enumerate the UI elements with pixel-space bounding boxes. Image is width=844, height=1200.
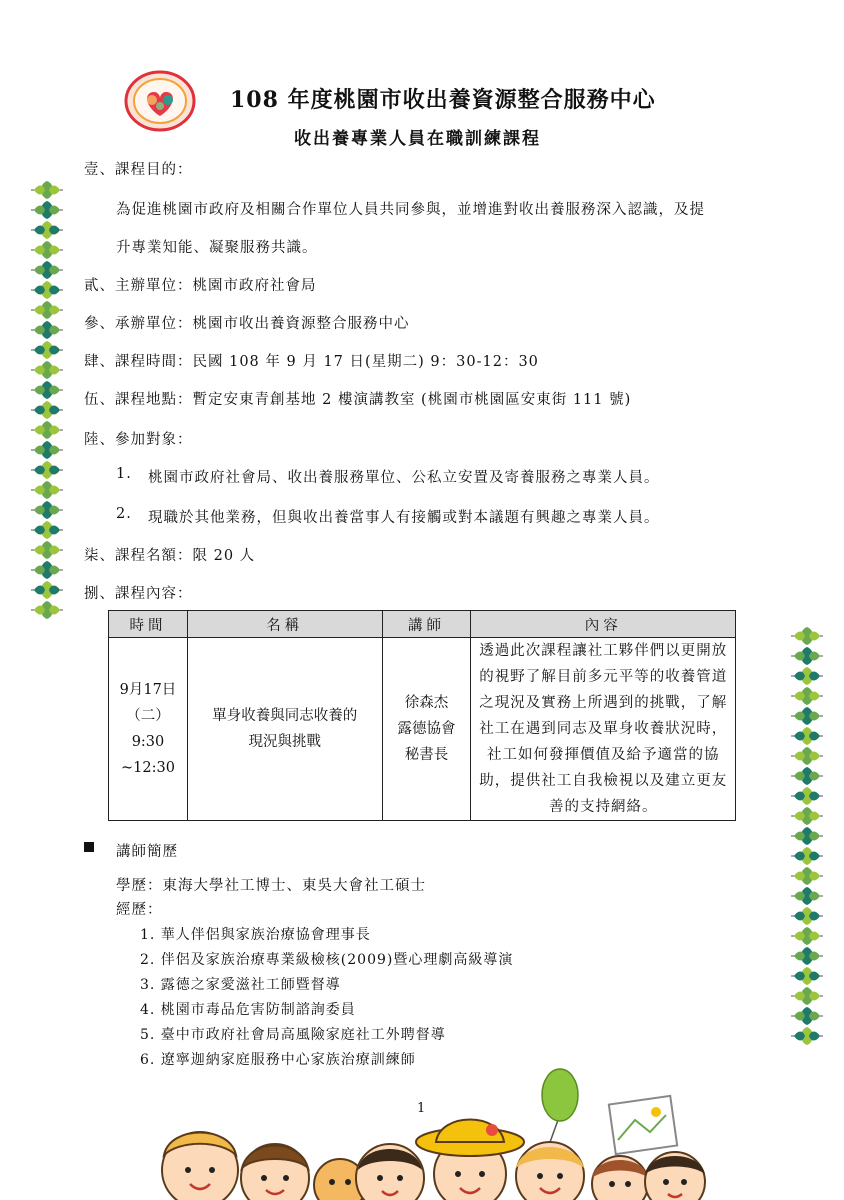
leaf-border-icon <box>790 1006 824 1026</box>
list-item: 2. 伴侶及家族治療專業級檢核(2009)暨心理劇高級導演 <box>140 952 514 968</box>
time-start: 9:30 <box>131 734 165 750</box>
list-item: 6. 遼寧迦納家庭服務中心家族治療訓練師 <box>140 1052 416 1068</box>
leaf-border-icon <box>30 180 64 200</box>
leaf-border-icon <box>790 966 824 986</box>
leaf-border-icon <box>30 460 64 480</box>
leaf-border-icon <box>30 440 64 460</box>
leaf-border-icon <box>30 420 64 440</box>
purpose-heading: 壹、課程目的： <box>84 162 193 178</box>
leaf-border-icon <box>30 500 64 520</box>
time-end: ~12:30 <box>121 760 175 776</box>
list-item: 3. 露德之家愛滋社工師暨督導 <box>140 977 341 993</box>
table-row <box>109 638 736 821</box>
lecturer-cell <box>382 638 471 821</box>
leaf-border-icon <box>30 540 64 560</box>
organizer-line: 貳、主辦單位：桃園市政府社會局 <box>84 278 317 294</box>
lecturer-profile-heading: 講師簡歷 <box>116 844 178 860</box>
lecturer-org: 露德協會 <box>397 721 456 737</box>
leaf-border-icon <box>790 626 824 646</box>
time-cell <box>109 638 188 821</box>
leaf-border-icon <box>30 320 64 340</box>
leaf-border-icon <box>30 380 64 400</box>
content-heading: 捌、課程內容： <box>84 586 193 602</box>
course-table <box>108 610 736 821</box>
table-header-content: 內容 <box>471 611 736 638</box>
education-line: 學歷：東海大學社工博士、東吳大會社工碩士 <box>116 878 426 894</box>
leaf-border-icon <box>30 400 64 420</box>
audience-item-1-number: 1. <box>116 466 132 482</box>
audience-item-2-number: 2. <box>116 506 132 522</box>
time-line: 肆、課程時間：民國 108 年 9 月 17 日(星期二) 9：30-12：30 <box>84 354 539 370</box>
leaf-border-icon <box>790 766 824 786</box>
executor-line: 參、承辦單位：桃園市收出養資源整合服務中心 <box>84 316 410 332</box>
table-header-time: 時間 <box>109 611 188 638</box>
document-subtitle: 收出養專業人員在職訓練課程 <box>294 129 541 149</box>
leaf-border-icon <box>30 260 64 280</box>
leaf-border-icon <box>790 826 824 846</box>
quota-line: 柒、課程名額：限 20 人 <box>84 548 256 564</box>
leaf-border-icon <box>30 600 64 620</box>
lecturer-title: 秘書長 <box>404 747 449 763</box>
name-cell <box>187 638 382 821</box>
table-header-row <box>109 611 736 638</box>
leaf-border-icon <box>30 480 64 500</box>
leaf-border-icon <box>790 886 824 906</box>
page-number: 1 <box>417 1101 426 1116</box>
leaf-border-icon <box>790 906 824 926</box>
leaf-border-icon <box>790 846 824 866</box>
content-cell: 透過此次課程讓社工夥伴們以更開放的視野了解目前多元平等的收養管道之現況及實務上所遇到的挑戰，了解社工在遇到同志及單身收養狀況時，社工如何發揮價值及給予適當的協助，提供社工自我檢視以及建立更友善的支持網絡。 <box>471 638 736 821</box>
leaf-border-icon <box>790 866 824 886</box>
purpose-text-line2: 升專業知能、凝聚服務共識。 <box>116 240 318 256</box>
document-title: 108 年度桃園市收出養資源整合服務中心 <box>230 87 656 113</box>
purpose-text-line1: 為促進桃園市政府及相關合作單位人員共同參與，並增進對收出養服務深入認識，及提 <box>116 202 705 218</box>
leaf-border-icon <box>30 520 64 540</box>
right-leaf-border <box>790 626 824 1046</box>
leaf-border-icon <box>790 646 824 666</box>
audience-heading: 陸、參加對象： <box>84 432 193 448</box>
leaf-border-icon <box>30 560 64 580</box>
square-bullet-icon <box>84 842 94 852</box>
course-name-line1: 單身收養與同志收養的 <box>212 708 358 724</box>
leaf-border-icon <box>790 686 824 706</box>
leaf-border-icon <box>790 986 824 1006</box>
course-name-line2: 現況與挑戰 <box>248 734 322 750</box>
table-header-name: 名稱 <box>187 611 382 638</box>
list-item: 1. 華人伴侶與家族治療協會理事長 <box>140 927 371 943</box>
time-date: 9月17日 <box>119 682 177 698</box>
audience-item-2: 現職於其他業務，但與收出養當事人有接觸或對本議題有興趣之專業人員。 <box>148 510 660 526</box>
leaf-border-icon <box>790 666 824 686</box>
list-item: 5. 臺中市政府社會局高風險家庭社工外聘督導 <box>140 1027 446 1043</box>
leaf-border-icon <box>30 200 64 220</box>
leaf-border-icon <box>790 1026 824 1046</box>
leaf-border-icon <box>790 746 824 766</box>
audience-item-1: 桃園市政府社會局、收出養服務單位、公私立安置及寄養服務之專業人員。 <box>148 470 660 486</box>
time-weekday: （二） <box>126 708 170 724</box>
leaf-border-icon <box>30 300 64 320</box>
leaf-border-icon <box>790 706 824 726</box>
list-item: 4. 桃園市毒品危害防制諮詢委員 <box>140 1002 356 1018</box>
leaf-border-icon <box>30 340 64 360</box>
leaf-border-icon <box>790 786 824 806</box>
leaf-border-icon <box>30 280 64 300</box>
leaf-border-icon <box>790 926 824 946</box>
leaf-border-icon <box>790 946 824 966</box>
leaf-border-icon <box>30 360 64 380</box>
location-line: 伍、課程地點：暫定安東青創基地 2 樓演講教室 (桃園市桃園區安東街 111 號) <box>84 392 632 408</box>
cartoon-children-illustration <box>100 1060 720 1200</box>
leaf-border-icon <box>790 726 824 746</box>
leaf-border-icon <box>30 220 64 240</box>
left-leaf-border <box>30 180 64 620</box>
organization-logo <box>124 70 196 132</box>
leaf-border-icon <box>30 580 64 600</box>
experience-label: 經歷： <box>116 902 163 918</box>
table-header-lecturer: 講師 <box>382 611 471 638</box>
leaf-border-icon <box>30 240 64 260</box>
lecturer-name: 徐森杰 <box>404 695 449 711</box>
leaf-border-icon <box>790 806 824 826</box>
